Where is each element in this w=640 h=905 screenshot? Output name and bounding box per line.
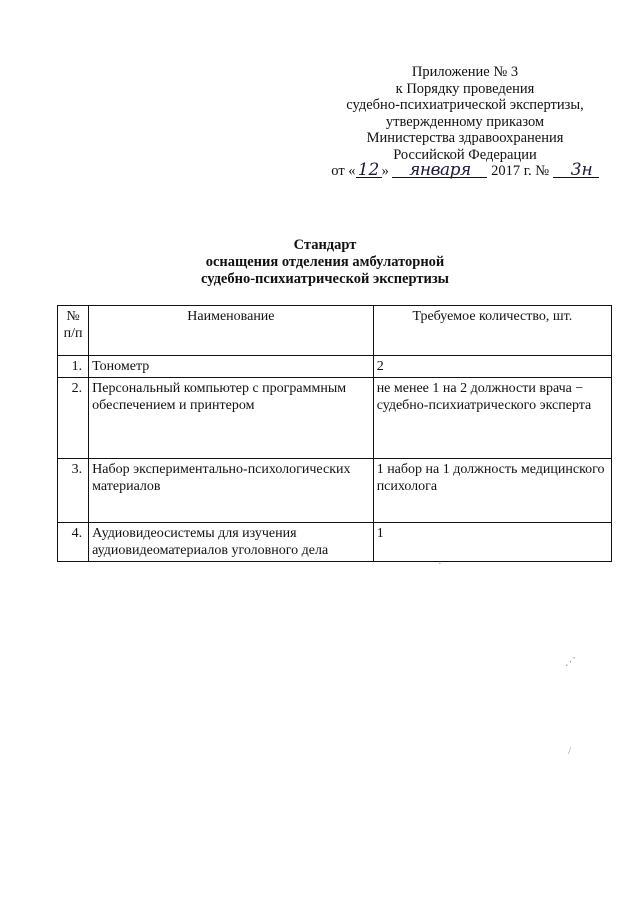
row-name: Тонометр — [89, 356, 374, 378]
row-num: 3. — [58, 459, 89, 523]
appendix-reference: Российской Федерации — [393, 146, 537, 163]
row-name: Персональный компьютер с программным обеспечением и принтером — [89, 378, 374, 459]
table-row — [58, 459, 612, 523]
row-qty: 1 набор на 1 должность медицинского психолога — [373, 459, 611, 523]
table-header-row — [58, 306, 612, 356]
scan-speck: / — [568, 745, 572, 757]
header-qty: Требуемое количество, шт. — [373, 306, 611, 356]
appendix-reference: к Порядку проведения — [395, 80, 535, 97]
row-qty: не менее 1 на 2 должности врача − судебно-психиатрического эксперта — [373, 378, 611, 459]
row-num: 1. — [58, 356, 89, 378]
title-line: Стандарт — [293, 237, 357, 253]
date-year: 2017 г. № — [491, 163, 550, 179]
row-num: 2. — [58, 378, 89, 459]
appendix-header — [315, 64, 615, 180]
appendix-reference: судебно-психиатрической экспертизы, — [346, 97, 584, 113]
title-line: оснащения отделения амбулаторной — [205, 254, 445, 270]
scan-speck: · — [438, 558, 442, 570]
handwritten-day: 12 — [356, 163, 382, 178]
order-date-line — [315, 160, 615, 180]
date-separator: » — [381, 163, 389, 179]
equipment-table — [57, 305, 612, 562]
row-num: 4. — [58, 523, 89, 562]
table-row — [58, 378, 612, 459]
table-row — [58, 356, 612, 378]
row-name: Аудиовидеосистемы для изучения аудиовидеоматериалов уголовного дела — [89, 523, 374, 562]
row-qty: 2 — [373, 356, 611, 378]
row-name: Набор экспериментально-психологических материалов — [89, 459, 374, 523]
row-qty: 1 — [373, 523, 611, 562]
handwritten-order-number: 3н — [553, 163, 599, 178]
handwritten-month: января — [392, 163, 487, 178]
table-row — [58, 523, 612, 562]
appendix-reference: утвержденному приказом — [385, 113, 545, 130]
appendix-reference: Министерства здравоохранения — [366, 130, 564, 146]
scan-speck: ⋰ — [565, 656, 576, 668]
header-name: Наименование — [89, 306, 374, 356]
title-line: судебно-психиатрической экспертизы — [201, 271, 449, 287]
document-title — [150, 237, 500, 288]
date-prefix: от « — [331, 163, 356, 179]
header-num: № п/п — [58, 306, 89, 356]
appendix-number: Приложение № 3 — [411, 64, 519, 80]
